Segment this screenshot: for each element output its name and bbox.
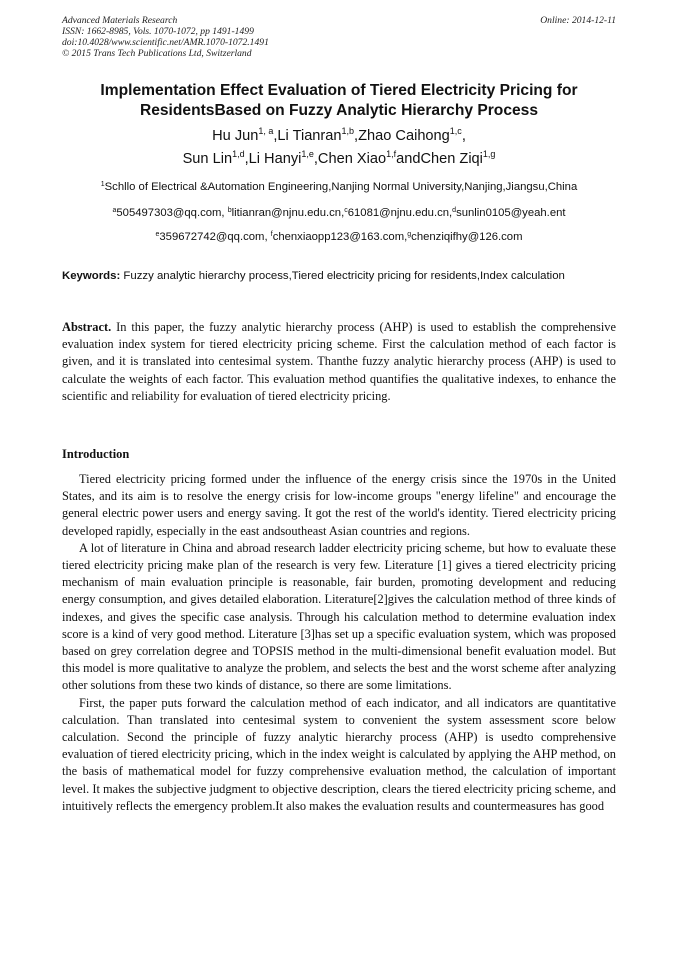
author-separator: ,: [461, 128, 466, 144]
author-sup: 1,b: [341, 126, 355, 136]
abstract-label: Abstract.: [62, 320, 112, 334]
title-line-1: Implementation Effect Evaluation of Tiered Electricity Pricing for: [100, 82, 578, 99]
email-sup: d: [452, 207, 457, 214]
author-list: [62, 125, 616, 171]
keywords-label: Keywords:: [62, 270, 121, 282]
title-line-2: ResidentsBased on Fuzzy Analytic Hierarchy Process: [139, 102, 539, 119]
section-heading-introduction: Introduction: [62, 447, 130, 461]
author-name: Hu Jun: [212, 128, 259, 144]
email-link[interactable]: litianran@njnu.edu.cn,: [231, 207, 345, 219]
email-sup: b: [227, 207, 232, 214]
email-link[interactable]: sunlin0105@yeah.ent: [456, 207, 566, 219]
author-sup: 1,c: [449, 126, 462, 136]
affiliation: [56, 180, 622, 194]
author-line-2: [62, 148, 616, 171]
email-link[interactable]: 61081@njnu.edu.cn,: [347, 207, 453, 219]
author-sup: 1,g: [482, 149, 496, 159]
keywords-block: [62, 268, 616, 285]
abstract-block: [62, 319, 616, 405]
doi-line: doi:10.4028/www.scientific.net/AMR.1070-1072.1491: [62, 37, 269, 48]
paper-title: [62, 81, 616, 121]
abstract-text: In this paper, the fuzzy analytic hierarchy process (AHP) is used to establish the comprehensive evaluation index system for tiered electricity pricing scheme. First the calculation method of each factor is given, and it is translated into centesimal system. Thanthe fuzzy analytic hierarchy process (AHP) is used to calculate the weights of each factor. This evaluation method quantifies the qualitative indexes, to enhance the scientific and reliability for evaluation of tiered electricity pricing.: [62, 320, 616, 403]
author-sup: 1,f: [386, 149, 397, 159]
email-line-1: [56, 206, 622, 220]
email-link[interactable]: 505497303@qq.com,: [116, 207, 228, 219]
author-name: andChen Ziqi: [396, 151, 483, 167]
journal-header: [62, 15, 616, 59]
author-sup: 1, a: [258, 126, 274, 136]
paragraph: First, the paper puts forward the calculation method of each indicator, and all indicators are quantitative calculation. Than translated into centesimal system to convenient the system assessment score below calculation. Second the principle of fuzzy analytic hierarchy process (AHP) is usedto comprehensive evaluation of tiered electricity pricing, which in the index weight is calculated by applying the AHP method, on the basis of mathematical model for fuzzy comprehensive evaluation method, the calculation of important level. It makes the subjective judgment to objective description, clears the tiered electricity pricing scheme, and intuitively reflects the emergency problem.It also makes the evaluation results and countermeasures has good: [62, 695, 616, 813]
issn-line: ISSN: 1662-8985, Vols. 1070-1072, pp 1491-1499: [62, 26, 254, 37]
email-link[interactable]: chenxiaopp123@163.com,: [272, 231, 408, 243]
author-name: ,Li Hanyi: [244, 151, 302, 167]
email-sup: a: [112, 207, 117, 214]
paragraph: A lot of literature in China and abroad research ladder electricity pricing scheme, but how to evaluate these tiered electricity pricing make plan of the research is very few. Literature [1] gives a tiered electricity pricing mechanism of main evaluation principle is reasonable, fair burden, promoting development and reducing energy consumption, and gives detailed elaboration. Literature[2]gives the calculation method of three kinds of indexes, and gives the specific case analysis. Through his calculation method to determine evaluation index score is a kind of very good method. Literature [3]has set up a specific evaluation system, which was proposed based on grey correlation degree and TOPSIS method in the multi-dimensional benefit evaluation model. But this model is more qualitative to analyze the problem, and selects the best and the worst scheme after analyzing other solutions from these two kinds of distance, so there are some limitations.: [62, 540, 616, 693]
author-line-1: [62, 125, 616, 148]
author-name: ,Chen Xiao: [313, 151, 387, 167]
email-sup: c: [344, 207, 348, 214]
author-name: Sun Lin: [182, 151, 233, 167]
email-sup: f: [270, 231, 273, 238]
affiliation-text: Schllo of Electrical &Automation Engineering,Nanjing Normal University,Nanjing,Jiangsu,China: [104, 181, 578, 193]
paragraph: Tiered electricity pricing formed under the influence of the energy crisis since the 1970s in the United States, and its aim is to resolve the energy crisis for low-income groups "energy lifeline" and encourage the general electric power users and energy saving. It got the rest of the world's identity. Tiered electricity pricing developed rapidly, especially in the east andsoutheast Asian countries and regions.: [62, 472, 616, 538]
journal-name: Advanced Materials Research: [62, 15, 178, 26]
email-link[interactable]: chenziqifhy@126.com: [411, 231, 523, 243]
author-sup: 1,d: [232, 149, 245, 159]
author-name: ,Li Tianran: [273, 128, 342, 144]
author-name: ,Zhao Caihong: [354, 128, 450, 144]
email-sup: e: [155, 231, 160, 238]
email-line-2: [56, 230, 622, 244]
email-sup: g: [407, 231, 412, 238]
online-date: Online: 2014-12-11: [540, 15, 616, 26]
copyright-line: © 2015 Trans Tech Publications Ltd, Switzerland: [62, 48, 252, 59]
keywords-text: Fuzzy analytic hierarchy process,Tiered electricity pricing for residents,Index calculation: [120, 270, 565, 282]
email-link[interactable]: 359672742@qq.com,: [159, 231, 271, 243]
affiliation-sup: 1: [100, 181, 105, 188]
introduction-body: [62, 471, 616, 815]
author-sup: 1,e: [301, 149, 314, 159]
